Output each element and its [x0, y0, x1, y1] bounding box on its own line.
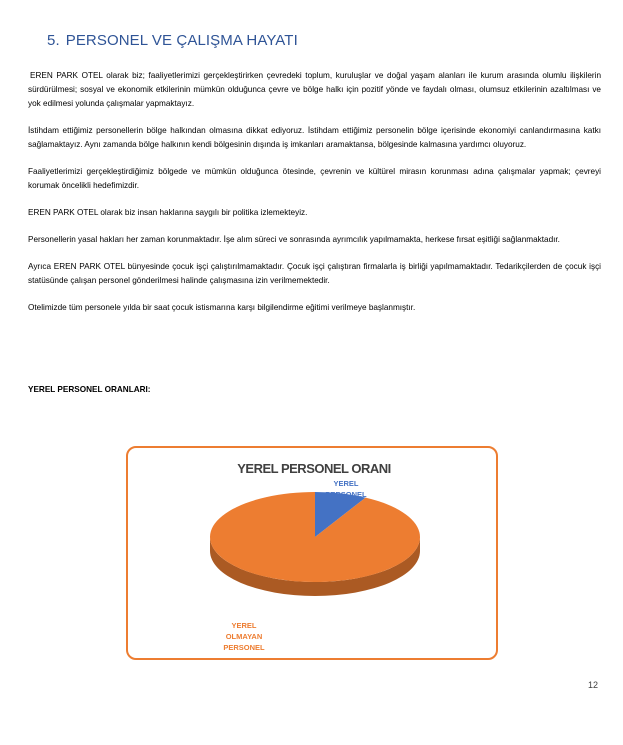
pie-category-label-line: PERSONEL — [223, 643, 265, 652]
pie-slice — [210, 492, 420, 582]
paragraph: Ayrıca EREN PARK OTEL bünyesinde çocuk işçi çalıştırılmamaktadır. Çocuk işçi çalıştıran firmalarla iş birliği yapılmamaktadır. Tedarikçilerden de çocuk işçi statüsünde çalışan personel gönderilmesi halinde çalışmasına izin verilmemektedir. — [28, 262, 601, 285]
paragraph: EREN PARK OTEL olarak biz; faaliyetlerimizi gerçekleştirirken çevredeki toplum, kuruluşlar ve doğal yaşam alanları ile kurum arasında olumlu ilişkilerin sürdürülmesi; sosyal ve ekonomik etkilerinin mümkün olduğunca çevre ve bölge halkı için pozitif yönde ve faydalı olması, olumsuz etkilerinin azaltılması ve yok edilmesi yolunda çalışmalar yapmaktayız. — [28, 71, 601, 108]
pie-category-label-line: YEREL — [231, 621, 257, 630]
subheading-local-staff-ratios: YEREL PERSONEL ORANLARI: — [28, 385, 151, 394]
paragraph: Personellerin yasal hakları her zaman korunmaktadır. İşe alım süreci ve sonrasında ayrımcılık yapılmamakta, herkese fırsat eşitliği sağlanmaktadır. — [28, 235, 560, 244]
section-number: 5. — [47, 32, 60, 49]
page-number: 12 — [588, 680, 599, 690]
pie-chart-frame — [126, 446, 498, 660]
paragraph: İstihdam ettiğimiz personellerin bölge halkından olmasına dikkat ediyoruz. İstihdam ettiğimiz personelin bölge içerisinde ekonomiyi canlandırmasına katkı sağlamaktayız. Aynı zamanda bölge halkının kendi bölgesinin dışında iş imkanları aramaktansa, bölgesinde kalmasına yardımcı oluyoruz. — [28, 126, 601, 149]
section-title: PERSONEL VE ÇALIŞMA HAYATI — [65, 32, 298, 49]
pie-category-label-line: PERSONEL — [325, 490, 367, 499]
pie-category-label — [325, 479, 367, 499]
pie-chart — [128, 448, 496, 658]
pie-category-label-line: OLMAYAN — [225, 632, 263, 641]
pie-category-label-line: YEREL — [333, 479, 359, 488]
section-heading — [47, 32, 298, 49]
paragraph: Otelimizde tüm personele yılda bir saat çocuk istismarına karşı bilgilendirme eğitimi verilmeye başlanmıştır. — [28, 303, 416, 312]
body-text — [28, 69, 601, 328]
chart-title: YEREL PERSONEL ORANI — [237, 461, 391, 476]
paragraph: EREN PARK OTEL olarak biz insan haklarına saygılı bir politika izlemekteyiz. — [28, 208, 308, 217]
paragraph: Faaliyetlerimizi gerçekleştirdiğimiz bölgede ve mümkün olduğunca ötesinde, çevrenin ve kültürel mirasın korunması adına çalışmalar yapmak; çevreyi korumak öncelikli hedefimizdir. — [28, 167, 601, 190]
pie-category-label — [223, 621, 265, 652]
